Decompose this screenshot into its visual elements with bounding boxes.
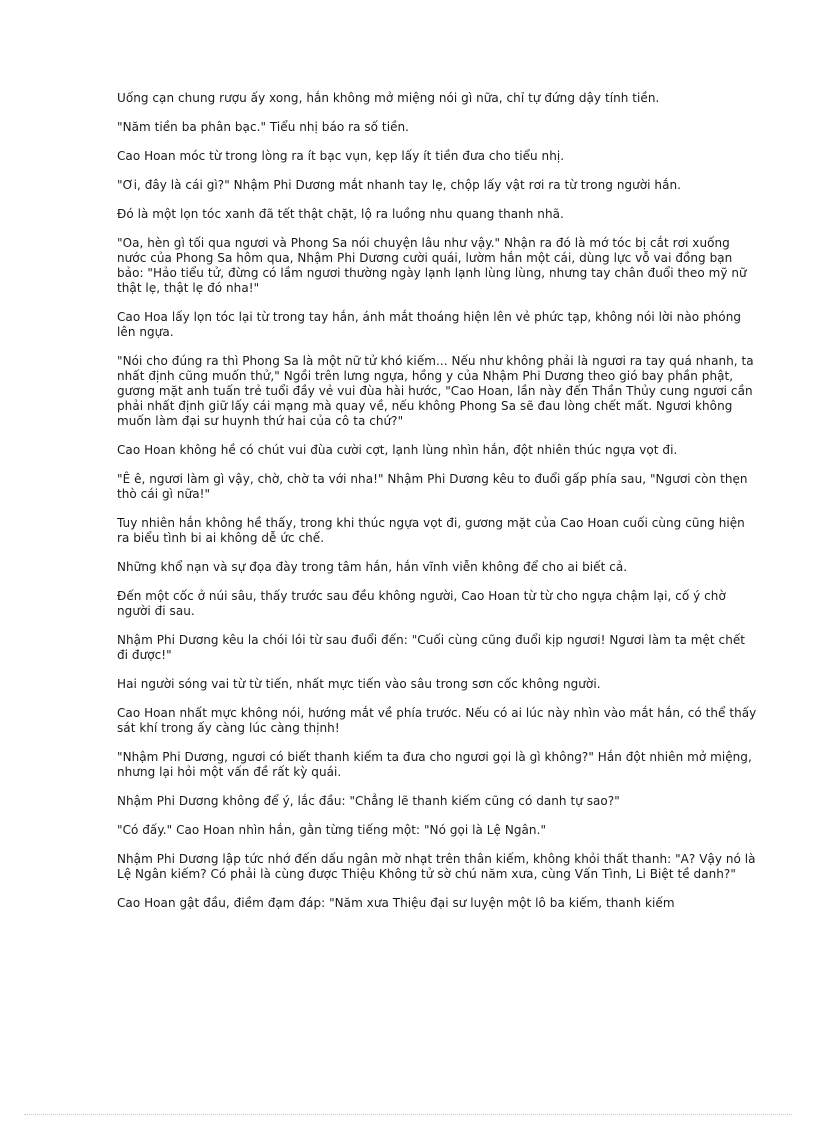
paragraph-3: Cao Hoan móc từ trong lòng ra ít bạc vụn, kẹp lấy ít tiền đưa cho tiểu nhị.: [117, 149, 565, 163]
document-body: [117, 91, 757, 925]
paragraph-15: Hai người sóng vai từ từ tiến, nhất mực tiến vào sâu trong sơn cốc không người.: [117, 677, 601, 691]
paragraph-10: "Ê ê, ngươi làm gì vậy, chờ, chờ ta với nha!" Nhậm Phi Dương kêu to đuổi gấp phía sau, "Ngươi còn thẹn thò cái gì nữa!": [117, 472, 748, 501]
paragraph-11: Tuy nhiên hắn không hề thấy, trong khi thúc ngựa vọt đi, gương mặt của Cao Hoan cuối cùng cũng hiện ra biểu tình bi ai không dễ ức chế.: [117, 516, 745, 545]
paragraph-14: Nhậm Phi Dương kêu la chói lói từ sau đuổi đến: "Cuối cùng cũng đuổi kịp ngươi! Ngươi làm ta mệt chết đi được!": [117, 633, 746, 662]
paragraph-6: "Oa, hèn gì tối qua ngươi và Phong Sa nói chuyện lâu như vậy." Nhận ra đó là mớ tóc bị cắt rơi xuống nước của Phong Sa hôm qua, Nhậm Phi Dương cười quái, lườm hắn một cái, dùng lực vỗ vai đồng bạn bảo: "Hảo tiểu tử, đừng có lầm ngươi thường ngày lạnh lạnh lùng lùng, nhưng tay chân đuổi theo mỹ nữ thật lẹ, thật lẹ đó nha!": [117, 236, 747, 295]
paragraph-7: Cao Hoa lấy lọn tóc lại từ trong tay hắn, ánh mắt thoáng hiện lên vẻ phức tạp, không nói lời nào phóng lên ngựa.: [117, 310, 742, 339]
paragraph-4: "Ơi, đây là cái gì?" Nhậm Phi Dương mắt nhanh tay lẹ, chộp lấy vật rơi ra từ trong người hắn.: [117, 178, 682, 192]
paragraph-16: Cao Hoan nhất mực không nói, hướng mắt về phía trước. Nếu có ai lúc này nhìn vào mắt hắn, có thể thấy sát khí trong ấy càng lúc càng thịnh!: [117, 706, 757, 735]
paragraph-9: Cao Hoan không hề có chút vui đùa cười cợt, lạnh lùng nhìn hắn, đột nhiên thúc ngựa vọt đi.: [117, 443, 678, 457]
page-bottom-divider: [24, 1114, 792, 1115]
paragraph-2: "Năm tiền ba phân bạc." Tiểu nhị báo ra số tiền.: [117, 120, 410, 134]
paragraph-8: "Nói cho đúng ra thì Phong Sa là một nữ tử khó kiếm... Nếu như không phải là ngươi ra tay quá nhanh, ta nhất định cũng muốn thử," Ngồi trên lưng ngựa, hồng y của Nhậm Phi Dương theo gió bay phần phật, gương mặt anh tuấn trẻ tuổi đầy vẻ vui đùa hài hước, "Cao Hoan, lần này đến Thần Thủy cung ngươi cần phải nhất định giữ lấy cái mạng mà quay về, nếu không Phong Sa sẽ đau lòng chết mất. Ngươi không muốn làm đại sư huynh thứ hai của cô ta chứ?": [117, 354, 754, 428]
paragraph-13: Đến một cốc ở núi sâu, thấy trước sau đều không người, Cao Hoan từ từ cho ngựa chậm lại, cố ý chờ người đi sau.: [117, 589, 726, 618]
paragraph-12: Những khổ nạn và sự đọa đày trong tâm hắn, hắn vĩnh viễn không để cho ai biết cả.: [117, 560, 628, 574]
paragraph-1: Uống cạn chung rượu ấy xong, hắn không mở miệng nói gì nữa, chỉ tự đứng dậy tính tiền.: [117, 91, 660, 105]
paragraph-19: "Có đấy." Cao Hoan nhìn hắn, gằn từng tiếng một: "Nó gọi là Lệ Ngân.": [117, 823, 547, 837]
paragraph-20: Nhậm Phi Dương lập tức nhớ đến dấu ngân mờ nhạt trên thân kiếm, không khỏi thất thanh: "A? Vậy nó là Lệ Ngân kiếm? Có phải là cùng được Thiệu Không tử sờ chú năm xưa, cùng Vấn Tình, Li Biệt tề danh?": [117, 852, 756, 881]
paragraph-21: Cao Hoan gật đầu, điềm đạm đáp: "Năm xưa Thiệu đại sư luyện một lô ba kiếm, thanh kiếm: [117, 896, 675, 910]
paragraph-17: "Nhậm Phi Dương, ngươi có biết thanh kiếm ta đưa cho ngươi gọi là gì không?" Hắn đột nhiên mở miệng, nhưng lại hỏi một vấn đề rất kỳ quái.: [117, 750, 752, 779]
paragraph-18: Nhậm Phi Dương không để ý, lắc đầu: "Chẳng lẽ thanh kiếm cũng có danh tự sao?": [117, 794, 620, 808]
paragraph-5: Đó là một lọn tóc xanh đã tết thật chặt, lộ ra luồng nhu quang thanh nhã.: [117, 207, 564, 221]
